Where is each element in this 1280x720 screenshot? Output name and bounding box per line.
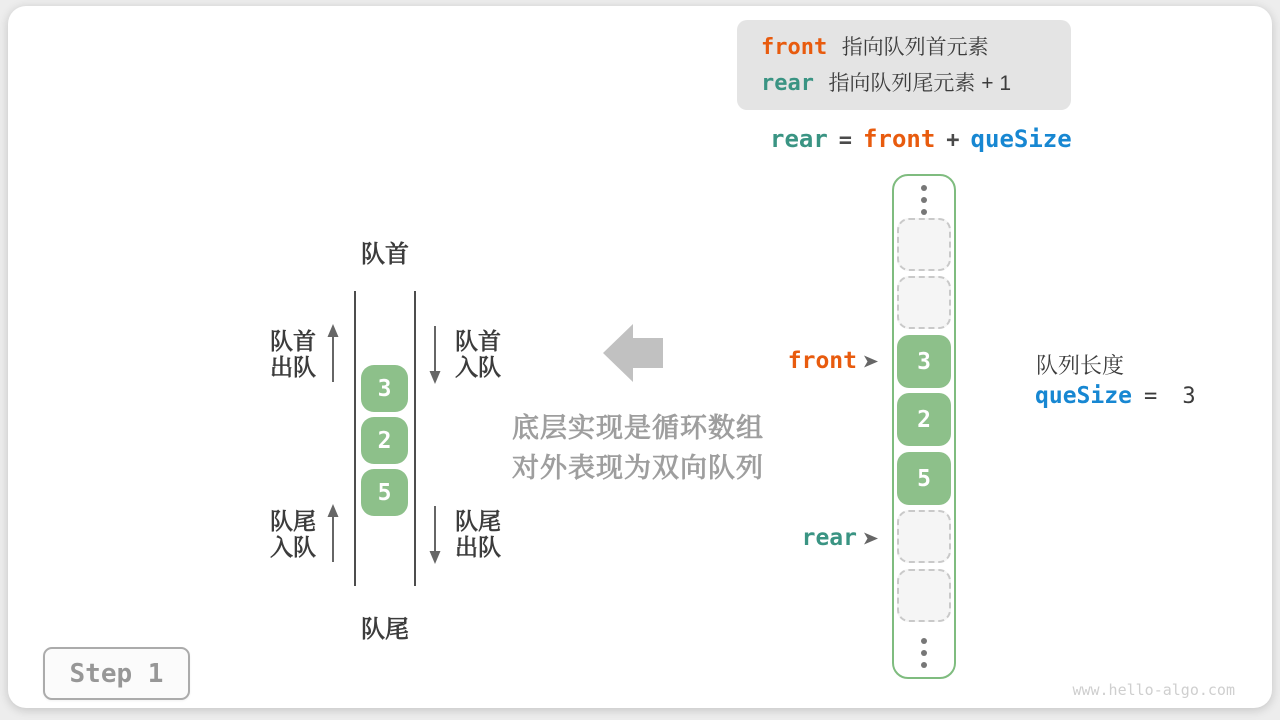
deque-left-wall bbox=[354, 291, 356, 586]
maps-to-arrow-icon bbox=[603, 324, 664, 382]
front-description: 指向队列首元素 bbox=[841, 36, 989, 59]
push-front-arrow-icon bbox=[428, 324, 442, 384]
push-back-arrow-icon bbox=[326, 504, 340, 564]
step-badge: Step 1 bbox=[43, 647, 190, 700]
front-token: front bbox=[761, 35, 828, 60]
rear-token: rear bbox=[761, 71, 814, 96]
array-cell-front: 3 bbox=[897, 335, 951, 388]
pointer-formula bbox=[770, 125, 1072, 153]
front-pointer-label: front bbox=[787, 348, 857, 374]
diagram-card bbox=[8, 6, 1272, 708]
queue-length-title: 队列长度 bbox=[1036, 353, 1125, 378]
formula-plus: + bbox=[946, 128, 960, 153]
rear-description: 指向队列尾元素 + 1 bbox=[828, 72, 1012, 95]
front-pointer-arrow-icon bbox=[864, 355, 878, 368]
action-push-front: 队首 入队 bbox=[455, 328, 501, 380]
legend-rear-row bbox=[761, 66, 1071, 102]
rear-pointer-arrow-icon bbox=[864, 532, 878, 545]
deque-element: 2 bbox=[361, 417, 408, 464]
array-cell-empty bbox=[897, 276, 951, 329]
legend-front-row bbox=[761, 30, 1071, 66]
deque-right-wall bbox=[414, 291, 416, 586]
queue-length-value-line bbox=[1035, 383, 1202, 409]
formula-equals: = bbox=[838, 128, 853, 153]
ellipsis-top-icon bbox=[921, 185, 927, 221]
watermark: www.hello-algo.com bbox=[1072, 681, 1235, 699]
formula-rear: rear bbox=[770, 125, 828, 153]
array-cell: 5 bbox=[897, 452, 951, 505]
array-cell-empty bbox=[897, 218, 951, 271]
pop-front-arrow-icon bbox=[326, 324, 340, 384]
pointer-legend-box bbox=[737, 20, 1071, 110]
deque-rear-label: 队尾 bbox=[361, 616, 409, 643]
quesize-token: queSize bbox=[1035, 383, 1132, 409]
action-pop-front: 队首 出队 bbox=[270, 328, 316, 380]
formula-quesize: queSize bbox=[970, 125, 1072, 153]
action-push-back: 队尾 入队 bbox=[270, 508, 316, 560]
array-cell-empty bbox=[897, 569, 951, 622]
deque-element: 5 bbox=[361, 469, 408, 516]
array-cell-rear bbox=[897, 510, 951, 563]
implementation-caption: 底层实现是循环数组 对外表现为双向队列 bbox=[512, 413, 764, 483]
array-cell: 2 bbox=[897, 393, 951, 446]
pop-back-arrow-icon bbox=[428, 504, 442, 564]
deque-element: 3 bbox=[361, 365, 408, 412]
action-pop-back: 队尾 出队 bbox=[455, 508, 501, 560]
rear-pointer-label: rear bbox=[801, 525, 857, 551]
deque-front-label: 队首 bbox=[361, 241, 409, 268]
ellipsis-bottom-icon bbox=[921, 638, 927, 674]
quesize-value: = 3 bbox=[1143, 384, 1202, 409]
formula-front: front bbox=[863, 125, 936, 153]
